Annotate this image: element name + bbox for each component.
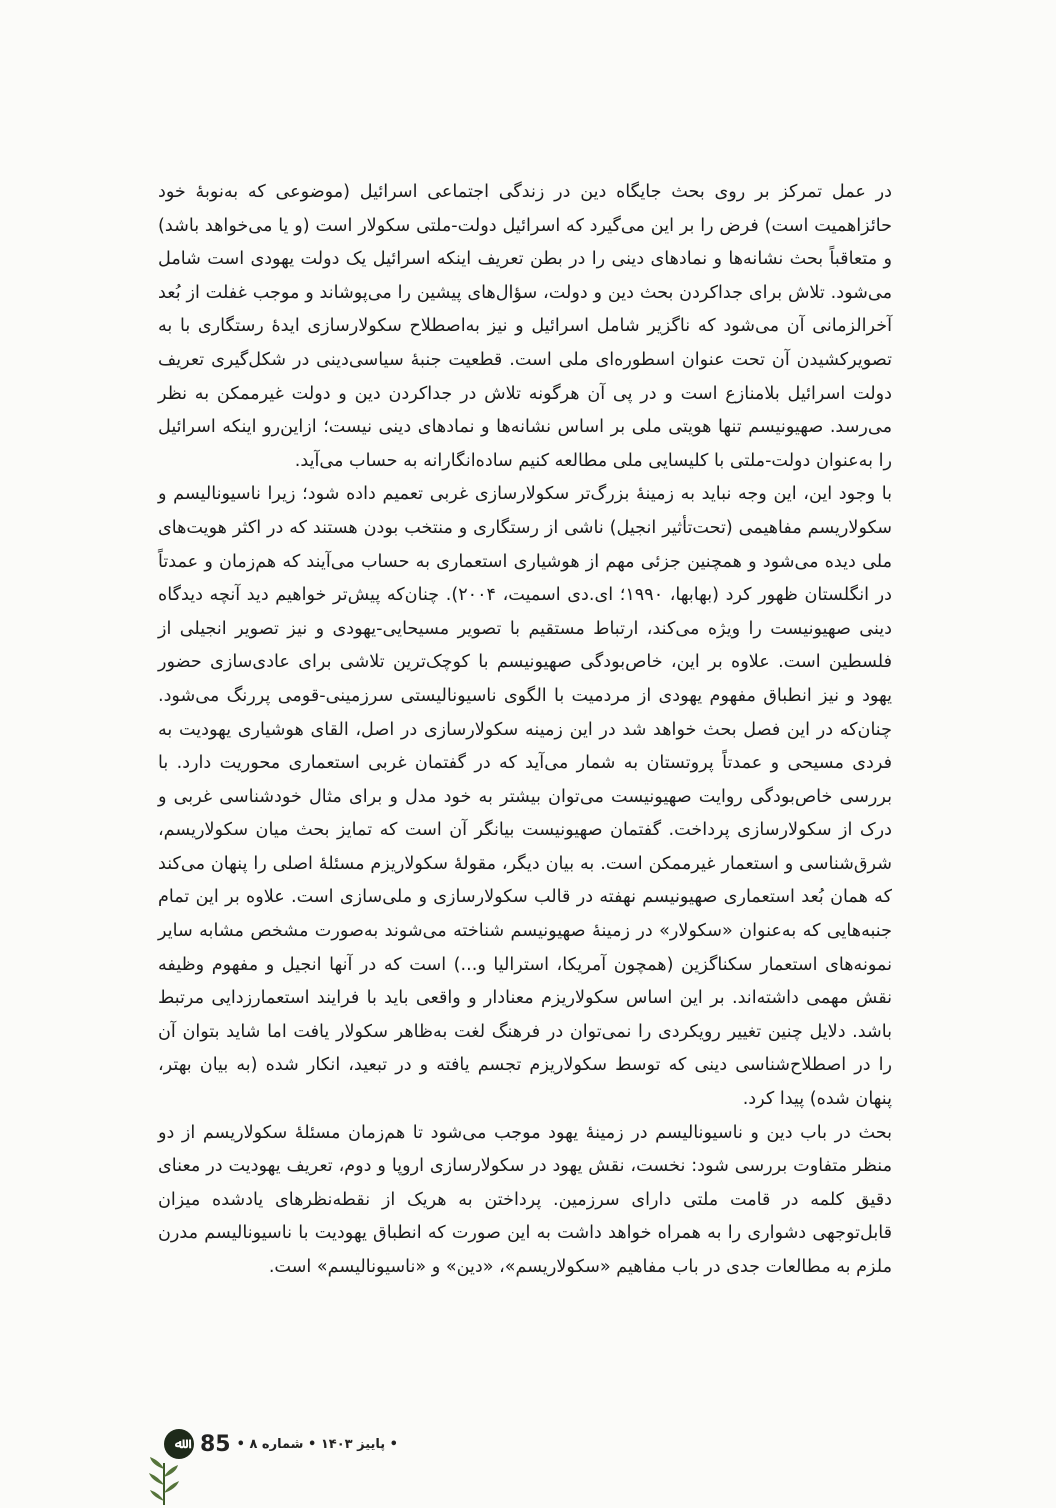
article-body <box>158 176 892 1285</box>
paragraph-1: در عمل تمرکز بر روی بحث جایگاه دین در زندگی اجتماعی اسرائیل (موضوعی که به‌نوبهٔ خود حائزاهمیت است) فرض را بر این می‌گیرد که اسرائیل دولت-ملتی سکولار است (و یا می‌خواهد باشد) و متعاقباً بحث نشانه‌ها و نمادهای دینی را در بطن تعریف اینکه اسرائیل یک دولت یهودی است شامل می‌شود. تلاش برای جداکردن بحث دین و دولت، سؤال‌های پیشین را می‌پوشاند و موجب غفلت از بُعد آخرالزمانی آن می‌شود که ناگزیر شامل اسرائیل و نیز به‌اصطلاح سکولارسازی ایدهٔ رستگاری با به تصویرکشیدن آن تحت عنوان اسطوره‌ای ملی است. قطعیت جنبهٔ سیاسی‌دینی در شکل‌گیری تعریف دولت اسرائیل بلامنازع است و در پی آن هرگونه تلاش در جداکردن دین و دولت غیرممکن به نظر می‌رسد. صهیونیسم تنها هویتی ملی بر اساس نشانه‌ها و نمادهای دینی نیست؛ ازاین‌رو اینکه اسرائیل را به‌عنوان دولت-ملتی با کلیسایی ملی مطالعه کنیم ساده‌انگارانه به حساب می‌آید. <box>158 182 892 471</box>
journal-logo-icon: ﷲ <box>164 1429 194 1459</box>
page-number: 85 <box>200 1431 231 1457</box>
paragraph-3: بحث در باب دین و ناسیونالیسم در زمینهٔ یهود موجب می‌شود تا هم‌زمان مسئلهٔ سکولاریسم از دو منظر متفاوت بررسی شود: نخست، نقش یهود در سکولارسازی اروپا و دوم، تعریف یهودیت در معنای دقیق کلمه در قامت ملتی دارای سرزمین. پرداختن به هریک از نقطه‌نظرهای یادشده میزان قابل‌توجهی دشواری را به همراه خواهد داشت به این صورت که انطباق یهودیت با ناسیونالیسم مدرن ملزم به مطالعات جدی در باب مفاهیم «سکولاریسم»، «دین» و «ناسیونالیسم» است. <box>158 1122 892 1277</box>
leaf-ornament-icon <box>144 1455 184 1505</box>
page-footer <box>164 1429 398 1459</box>
issue-info: • پاییز ۱۴۰۳ • شماره ۸ • <box>236 1436 398 1452</box>
paragraph-2: با وجود این، این وجه نباید به زمینهٔ بزرگ‌تر سکولارسازی غربی تعمیم داده شود؛ زیرا ناسیونالیسم و سکولاریسم مفاهیمی (تحت‌تأثیر انجیل) ناشی از رستگاری و منتخب بودن هستند که در اکثر هویت‌های ملی دیده می‌شود و همچنین جزئی مهم از هوشیاری استعماری به حساب می‌آیند که هم‌زمان و عمدتاً در انگلستان ظهور کرد (بهابها، ۱۹۹۰؛ ای.دی اسمیت، ۲۰۰۴). چنان‌که پیش‌تر خواهیم دید آنچه دیدگاه دینی صهیونیست را ویژه می‌کند، ارتباط مستقیم با تصویر مسیحایی-یهودی و نیز تصویر انجیلی از فلسطین است. علاوه بر این، خاص‌بودگی صهیونیسم با کوچک‌ترین تلاشی برای عادی‌سازی حضور یهود و نیز انطباق مفهوم یهودی از مردمیت با الگوی ناسیونالیستی سرزمینی-قومی پررنگ می‌شود. چنان‌که در این فصل بحث خواهد شد در این زمینه سکولارسازی در اصل، القای هوشیاری یهودیت به فردی مسیحی و عمدتاً پروتستان به شمار می‌آید که در گفتمان غربی استعماری محوریت دارد. با بررسی خاص‌بودگی روایت صهیونیست می‌توان بیشتر به خود مدل و برای مثال خودشناسی غربی و درک از سکولارسازی پرداخت. گفتمان صهیونیست بیانگر آن است که تمایز بحث میان سکولاریسم، شرق‌شناسی و استعمار غیرممکن است. به بیان دیگر، مقولهٔ سکولاریزم مسئلهٔ اصلی را پنهان می‌کند که همان بُعد استعماری صهیونیسم نهفته در قالب سکولارسازی و ملی‌سازی است. علاوه بر این تمام جنبه‌هایی که به‌عنوان «سکولار» در زمینهٔ صهیونیسم شناخته می‌شوند به‌صورت مشخص مشابه سایر نمونه‌های استعمار سکنا‌گزین (همچون آمریکا، استرالیا و...) است که در آنها انجیل و مفهوم وظیفه نقش مهمی داشته‌اند. بر این اساس سکولاریزم معنادار و واقعی باید با فرایند استعمارزدایی مرتبط باشد. دلایل چنین تغییر رویکردی را نمی‌توان در فرهنگ لغت به‌ظاهر سکولار یافت اما شاید بتوان آن را در اصطلاح‌شناسی دینی که توسط سکولاریزم تجسم یافته و در تبعید، انکار شده (به بیان بهتر، پنهان شده) پیدا کرد. <box>158 484 893 1110</box>
